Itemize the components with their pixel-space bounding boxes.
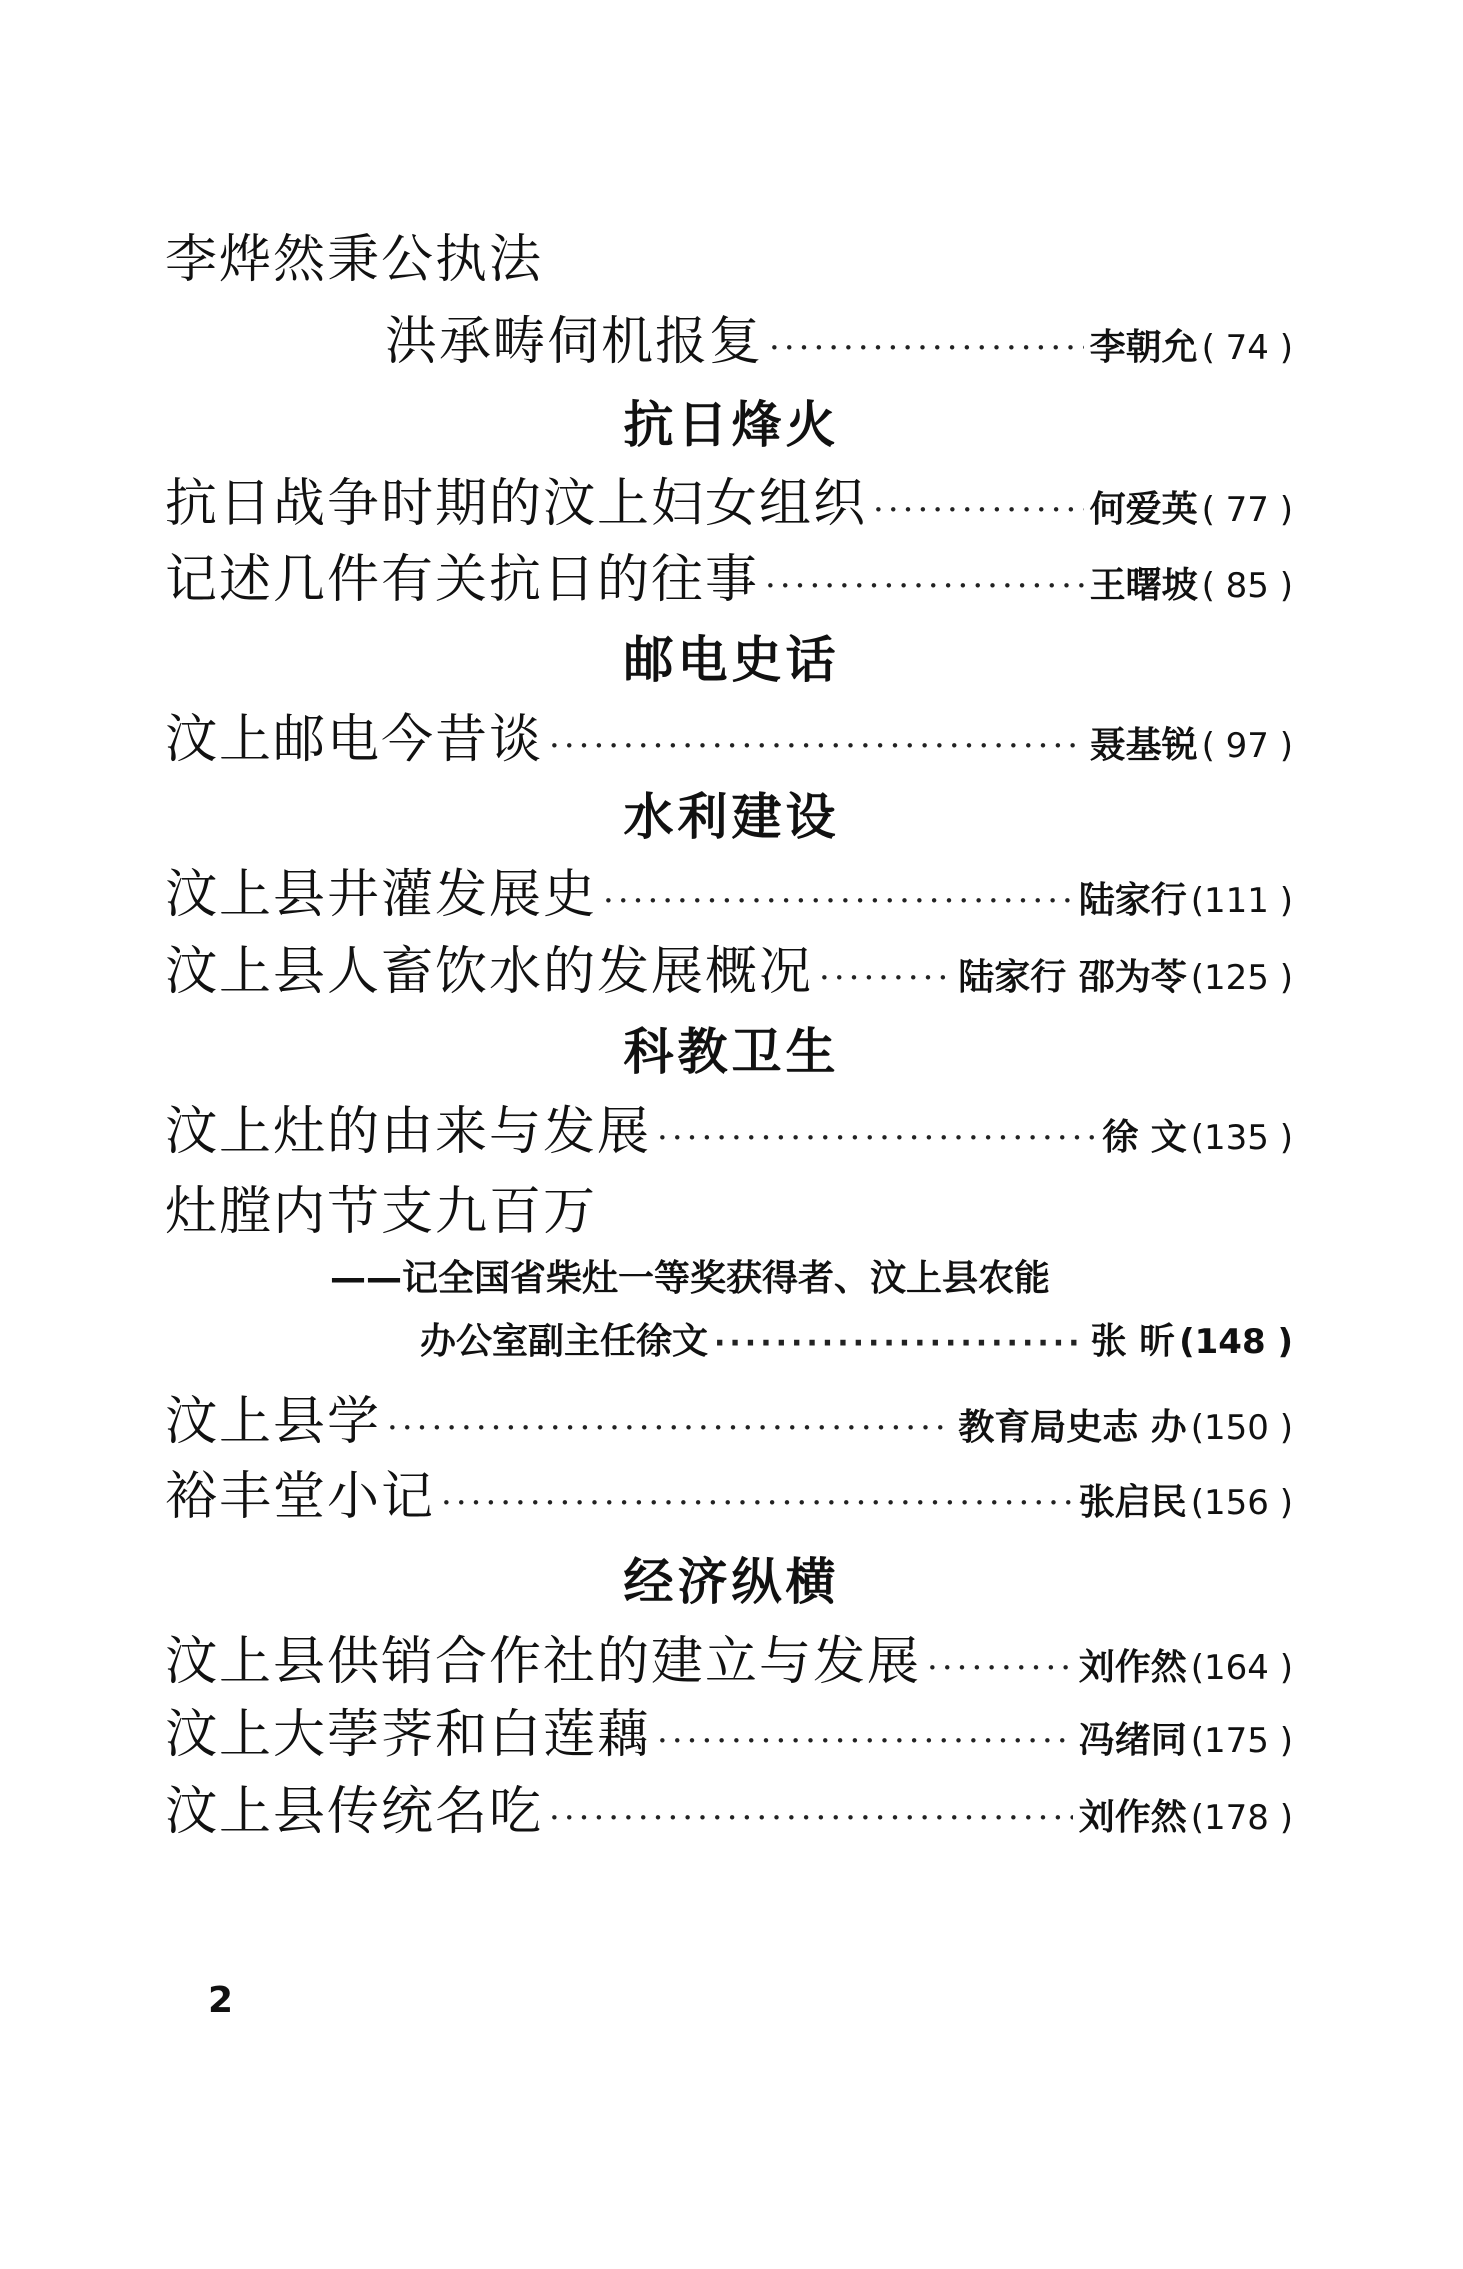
entry-page: ( 77 ) <box>1201 490 1293 530</box>
entry-author: 李朝允 <box>1089 327 1198 368</box>
leader-dots <box>873 478 1084 542</box>
section-heading: 邮电史话 <box>623 631 840 689</box>
entry-page: ( 74 ) <box>1201 328 1293 368</box>
toc-entry <box>165 863 1293 933</box>
leader-dots <box>549 714 1084 778</box>
entry-page: (156 ) <box>1190 1483 1293 1523</box>
entry-author: 刘作然 <box>1078 1797 1187 1838</box>
entry-title: 裕丰堂小记 <box>165 1467 436 1527</box>
entry-title: 汶上县学 <box>165 1392 382 1452</box>
entry-author: 刘作然 <box>1078 1647 1187 1688</box>
leader-dots <box>441 1471 1073 1535</box>
entry-title: 汶上县井灌发展史 <box>165 865 598 925</box>
leader-dots <box>714 1320 1085 1368</box>
entry-title: 汶上灶的由来与发展 <box>165 1102 652 1162</box>
entry-page: (175 ) <box>1190 1721 1293 1761</box>
entry-subtitle: 办公室副主任徐文 <box>420 1321 709 1362</box>
leader-dots <box>603 869 1073 933</box>
leader-dots <box>657 1106 1096 1170</box>
entry-page: ( 97 ) <box>1201 726 1293 766</box>
toc-entry <box>165 1465 1293 1535</box>
toc-entry <box>385 310 1293 380</box>
leader-dots <box>927 1636 1073 1700</box>
entry-title: 汶上县人畜饮水的发展概况 <box>165 942 814 1002</box>
entry-author: 陆家行 <box>1078 880 1187 921</box>
toc-entry <box>165 1780 1293 1850</box>
entry-author: 教育局史志 办 <box>958 1407 1187 1448</box>
entry-author: 陆家行 邵为苓 <box>958 957 1187 998</box>
entry-title: 汶上县传统名吃 <box>165 1782 544 1842</box>
section-heading: 抗日烽火 <box>623 396 840 454</box>
entry-author: 张启民 <box>1078 1482 1187 1523</box>
toc-entry <box>165 1630 1293 1700</box>
toc-entry <box>165 1703 1293 1773</box>
section-heading: 经济纵横 <box>623 1553 840 1611</box>
section-heading: 科教卫生 <box>623 1023 840 1081</box>
entry-author: 张 昕 <box>1090 1321 1176 1362</box>
toc-entry <box>165 548 1293 618</box>
entry-page: (178 ) <box>1190 1798 1293 1838</box>
entry-page: (150 ) <box>1190 1408 1293 1448</box>
page-number: 2 <box>208 1980 234 2021</box>
leader-dots <box>549 1786 1073 1850</box>
toc-entry <box>165 1180 1293 1244</box>
toc-entry <box>165 940 1293 1010</box>
section-heading: 水利建设 <box>623 788 840 846</box>
toc-entry <box>165 228 1293 292</box>
leader-dots <box>387 1396 952 1460</box>
entry-page: (125 ) <box>1190 958 1293 998</box>
entry-title: 洪承畴伺机报复 <box>385 312 764 372</box>
entry-title: 记述几件有关抗日的往事 <box>165 550 760 610</box>
entry-page: (164 ) <box>1190 1648 1293 1688</box>
entry-author: 王曙坡 <box>1089 565 1198 606</box>
leader-dots <box>657 1709 1073 1773</box>
entry-page: (148 ) <box>1179 1322 1293 1362</box>
entry-author: 冯绪同 <box>1078 1720 1187 1761</box>
entry-title: 汶上县供销合作社的建立与发展 <box>165 1632 922 1692</box>
entry-subtitle: ——记全国省柴灶一等奖获得者、汶上县农能 <box>330 1258 1051 1299</box>
toc-entry <box>165 1100 1293 1170</box>
entry-page: (135 ) <box>1190 1118 1293 1158</box>
entry-author: 何爱英 <box>1089 489 1198 530</box>
toc-entry <box>165 1390 1293 1460</box>
entry-page: (111 ) <box>1190 881 1293 921</box>
toc-entry <box>420 1318 1293 1368</box>
entry-title: 李烨然秉公执法 <box>165 230 544 290</box>
toc-entry <box>165 708 1293 778</box>
entry-author: 聂基锐 <box>1089 725 1198 766</box>
toc-entry <box>165 472 1293 542</box>
entry-page: ( 85 ) <box>1201 566 1293 606</box>
entry-title: 汶上邮电今昔谈 <box>165 710 544 770</box>
entry-title: 抗日战争时期的汶上妇女组织 <box>165 474 868 534</box>
entry-title: 灶膛内节支九百万 <box>165 1182 598 1242</box>
leader-dots <box>765 554 1084 618</box>
leader-dots <box>819 946 952 1010</box>
leader-dots <box>769 316 1084 380</box>
entry-title: 汶上大荸荠和白莲藕 <box>165 1705 652 1765</box>
entry-author: 徐 文 <box>1102 1117 1187 1158</box>
